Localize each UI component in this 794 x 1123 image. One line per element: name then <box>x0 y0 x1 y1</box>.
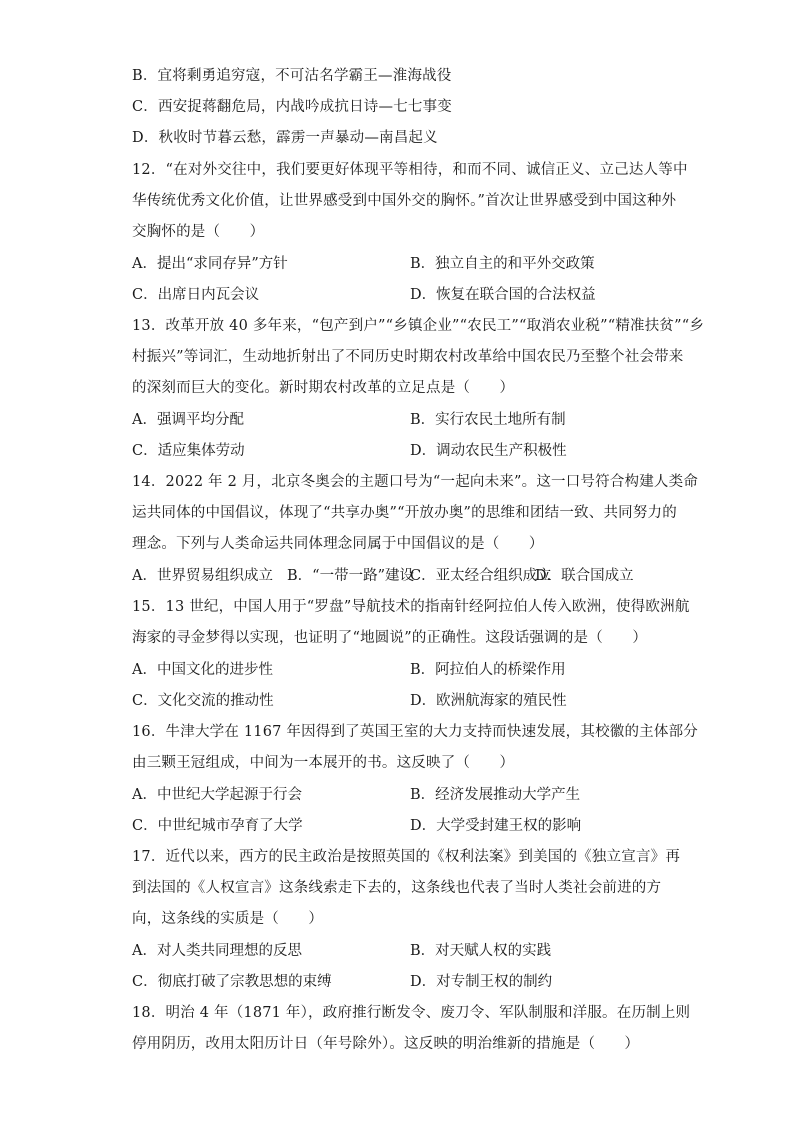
q14-option-c: C．亚太经合组织成立 <box>410 568 552 584</box>
q16-option-a: A．中世纪大学起源于行会 <box>132 787 302 803</box>
q18-stem-line-1: 18．明治 4 年（1871 年），政府推行断发令、废刀令、军队制服和洋服。在历制上则 <box>132 1005 691 1021</box>
q15-option-d: D．欧洲航海家的殖民性 <box>410 693 567 709</box>
q13-option-a: A．强调平均分配 <box>132 412 244 428</box>
q12-stem-line-1: 12．“在对外交往中，我们要更好体现平等相待，和而不同、诚信正义、立己达人等中 <box>132 162 688 178</box>
q15-stem-line-2: 海家的寻金梦得以实现，也证明了“地圆说”的正确性。这段话强调的是（ ） <box>132 630 648 646</box>
q17-option-b: B．对天赋人权的实践 <box>410 943 552 959</box>
q14-option-a: A．世界贸易组织成立 <box>132 568 273 584</box>
q17-option-c: C．彻底打破了宗教思想的束缚 <box>132 974 332 990</box>
q15-option-a: A．中国文化的进步性 <box>132 662 273 678</box>
q18-stem-line-2: 停用阴历，改用太阳历计日（年号除外）。这反映的明治维新的措施是（ ） <box>132 1036 640 1052</box>
q16-stem-line-2: 由三颗王冠组成，中间为一本展开的书。这反映了（ ） <box>132 755 515 771</box>
q12-stem-line-2: 华传统优秀文化价值，让世界感受到中国外交的胸怀。”首次让世界感受到中国这种外 <box>132 193 677 209</box>
q13-option-d: D．调动农民生产积极性 <box>410 443 567 459</box>
q12-option-d: D．恢复在联合国的合法权益 <box>410 287 596 303</box>
q14-option-d: D．联合国成立 <box>535 568 634 584</box>
q12-option-b: B．独立自主的和平外交政策 <box>410 256 595 272</box>
q16-option-c: C．中世纪城市孕育了大学 <box>132 818 303 834</box>
q14-stem-line-1: 14．2022 年 2 月，北京冬奥会的主题口号为“一起向未来”。这一口号符合构建人类命 <box>132 474 699 490</box>
q14-stem-line-2: 运共同体的中国倡议，体现了“共享办奥”“开放办奥”的思维和团结一致、共同努力的 <box>132 505 677 521</box>
q12-option-c: C．出席日内瓦会议 <box>132 287 260 303</box>
q15-option-c: C．文化交流的推动性 <box>132 693 274 709</box>
q16-option-d: D．大学受封建王权的影响 <box>410 818 582 834</box>
q17-stem-line-1: 17．近代以来，西方的民主政治是按照英国的《权利法案》到美国的《独立宣言》再 <box>132 849 681 865</box>
q15-option-b: B．阿拉伯人的桥梁作用 <box>410 662 566 678</box>
q17-stem-line-3: 向，这条线的实质是（ ） <box>132 911 324 927</box>
q15-stem-line-1: 15．13 世纪，中国人用于“罗盘”导航技术的指南针经阿拉伯人传入欧洲，使得欧洲航 <box>132 599 690 615</box>
q13-stem-line-3: 的深刻而巨大的变化。新时期农村改革的立足点是（ ） <box>132 380 515 396</box>
q13-option-c: C．适应集体劳动 <box>132 443 245 459</box>
q14-stem-line-3: 理念。下列与人类命运共同体理念同属于中国倡议的是（ ） <box>132 536 544 552</box>
q13-stem-line-2: 村振兴”等词汇，生动地折射出了不同历史时期农村改革给中国农民乃至整个社会带来 <box>132 349 684 365</box>
q16-option-b: B．经济发展推动大学产生 <box>410 787 581 803</box>
q17-option-d: D．对专制王权的制约 <box>410 974 553 990</box>
q17-stem-line-2: 到法国的《人权宣言》这条线索走下去的，这条线也代表了当时人类社会前进的方 <box>132 880 662 896</box>
q14-option-b: B．“一带一路”建设 <box>287 568 414 584</box>
q12-option-a: A．提出“求同存异”方针 <box>132 256 288 272</box>
q13-stem-line-1: 13．改革开放 40 多年来，“包产到户”“乡镇企业”“农民工”“取消农业税”“精准扶贫”“乡 <box>132 318 705 334</box>
q11-option-b: B．宜将剩勇追穷寇，不可沽名学霸王—淮海战役 <box>132 68 452 84</box>
q17-option-a: A．对人类共同理想的反思 <box>132 943 302 959</box>
q11-option-c: C．西安捉蒋翻危局，内战吟成抗日诗—七七事变 <box>132 99 452 115</box>
q13-option-b: B．实行农民土地所有制 <box>410 412 566 428</box>
q11-option-d: D．秋收时节暮云愁，霹雳一声暴动—南昌起义 <box>132 130 438 146</box>
q12-stem-line-3: 交胸怀的是（ ） <box>132 224 265 240</box>
q16-stem-line-1: 16．牛津大学在 1167 年因得到了英国王室的大力支持而快速发展，其校徽的主体部分 <box>132 724 698 740</box>
